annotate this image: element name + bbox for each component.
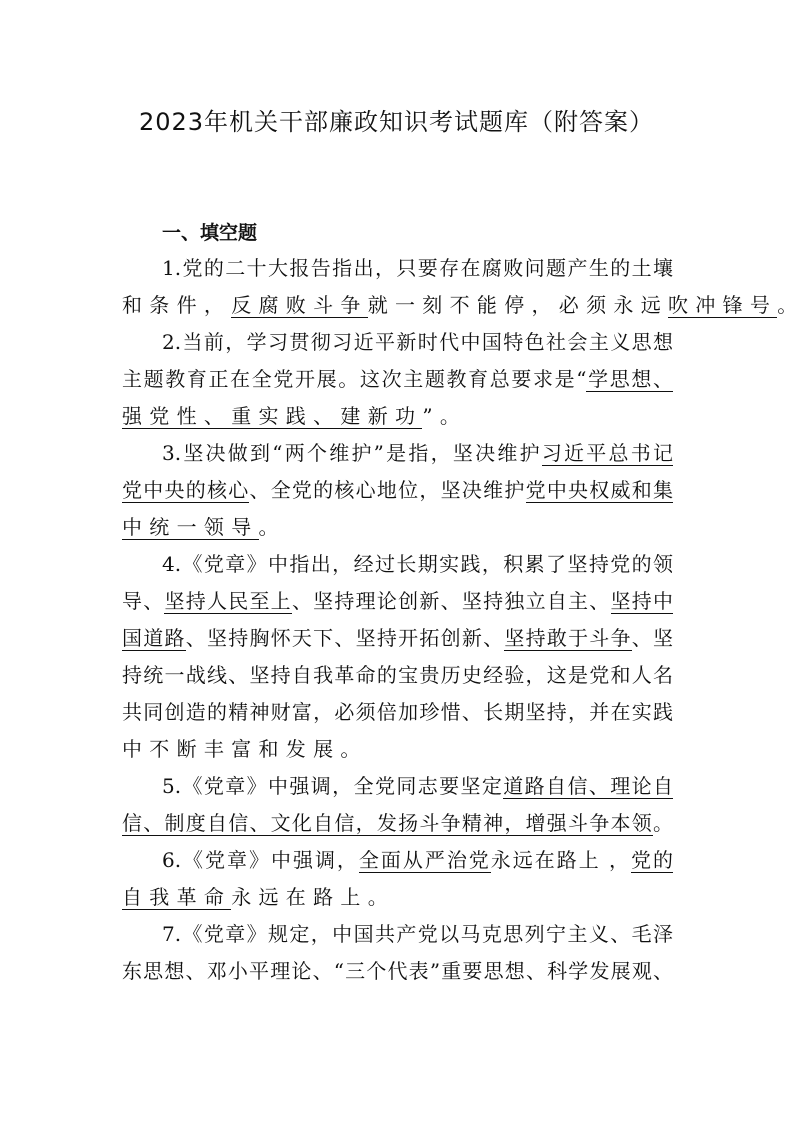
section-heading: 一、填空题 [162, 222, 258, 244]
text-segment: 持统一战线、坚持自我革命的宝贵历史经验，这是党和人名 [122, 663, 673, 687]
text-line [122, 884, 673, 910]
text-line [122, 662, 673, 688]
text-line [122, 514, 673, 540]
text-line [122, 625, 673, 651]
text-segment: 1.党的二十大报告指出，只要存在腐败问题产生的土壤 [162, 256, 673, 280]
text-segment: 6.《党章》中强调， [162, 848, 359, 872]
answer-blank: 坚持敢于斗争 [504, 626, 632, 650]
text-line [122, 699, 673, 725]
text-line [122, 958, 673, 984]
text-segment: 。 [258, 515, 286, 539]
answer-blank: 吹冲锋号 [668, 293, 778, 317]
text-segment: 、坚持理论创新、坚持独立自主、 [291, 589, 611, 613]
text-segment: 5.《党章》中强调，全党同志要坚定 [162, 774, 504, 798]
answer-blank: 党的 [631, 848, 674, 872]
text-line [162, 847, 673, 873]
text-segment: 、坚 [631, 626, 674, 650]
answer-blank: 国道路 [122, 626, 186, 650]
text-line [162, 551, 673, 577]
text-line [162, 773, 673, 799]
text-segment: 东思想、邓小平理论、“三个代表”重要思想、科学发展观、 [122, 959, 673, 983]
text-segment: 就一刻不能停，必须永远 [367, 293, 669, 317]
text-segment: 。 [653, 811, 673, 835]
answer-blank: 坚持中 [610, 589, 674, 613]
answer-blank: 坚持人民至上 [164, 589, 292, 613]
text-segment: 导、 [122, 589, 165, 613]
text-segment: 永远在路上 ， [490, 848, 632, 872]
text-segment: 中不断丰富和发展。 [122, 737, 368, 761]
answer-blank: 党中央的核心 [122, 478, 250, 502]
text-line [122, 292, 805, 318]
text-segment: 7.《党章》规定，中国共产党以马克思列宁主义、毛泽 [162, 922, 673, 946]
answer-blank: 党中央权威和集 [525, 478, 674, 502]
text-line [122, 736, 673, 762]
text-segment: 、坚持胸怀天下、坚持开拓创新、 [185, 626, 505, 650]
text-line [122, 810, 673, 836]
text-line [162, 440, 673, 466]
text-segment: 永远在路上。 [231, 885, 396, 909]
text-line [162, 921, 673, 947]
answer-blank: 全面从严治党 [358, 848, 491, 872]
document-title: 2023年机关干部廉政知识考试题库（附答案） [138, 108, 655, 136]
text-line [122, 403, 673, 429]
text-segment: 3.坚决做到“两个维护”是指，坚决维护 [162, 441, 542, 465]
answer-blank: 反腐败斗争 [231, 293, 368, 317]
answer-blank: 学思想、 [586, 367, 673, 391]
text-segment: 主题教育正在全党开展。这次主题教育总要求是“ [122, 367, 587, 391]
text-segment: 2.当前，学习贯彻习近平新时代中国特色社会主义思想 [162, 330, 673, 354]
answer-blank: 道路自信、理论自 [503, 774, 673, 798]
answer-blank: 中统一领导 [122, 515, 259, 539]
text-segment: 、全党的核心地位，坚决维护 [249, 478, 526, 502]
text-segment: 共同创造的精神财富，必须倍加珍惜、长期坚持，并在实践 [122, 700, 673, 724]
text-segment: ”。 [422, 404, 468, 428]
text-line [162, 255, 673, 281]
text-line [122, 588, 673, 614]
answer-blank: 自我革命 [122, 885, 232, 909]
text-segment: 4.《党章》中指出，经过长期实践，积累了坚持党的领 [162, 552, 673, 576]
text-segment: 和条件， [122, 293, 232, 317]
text-line [162, 329, 673, 355]
text-line [122, 366, 673, 392]
text-segment: 。 [777, 293, 805, 317]
answer-blank: 强党性、重实践、建新功 [122, 404, 423, 428]
answer-blank: 习近平总书记 [541, 441, 674, 465]
answer-blank: 信、制度自信、文化自信，发扬斗争精神，增强斗争本领 [122, 811, 653, 835]
text-line [122, 477, 673, 503]
